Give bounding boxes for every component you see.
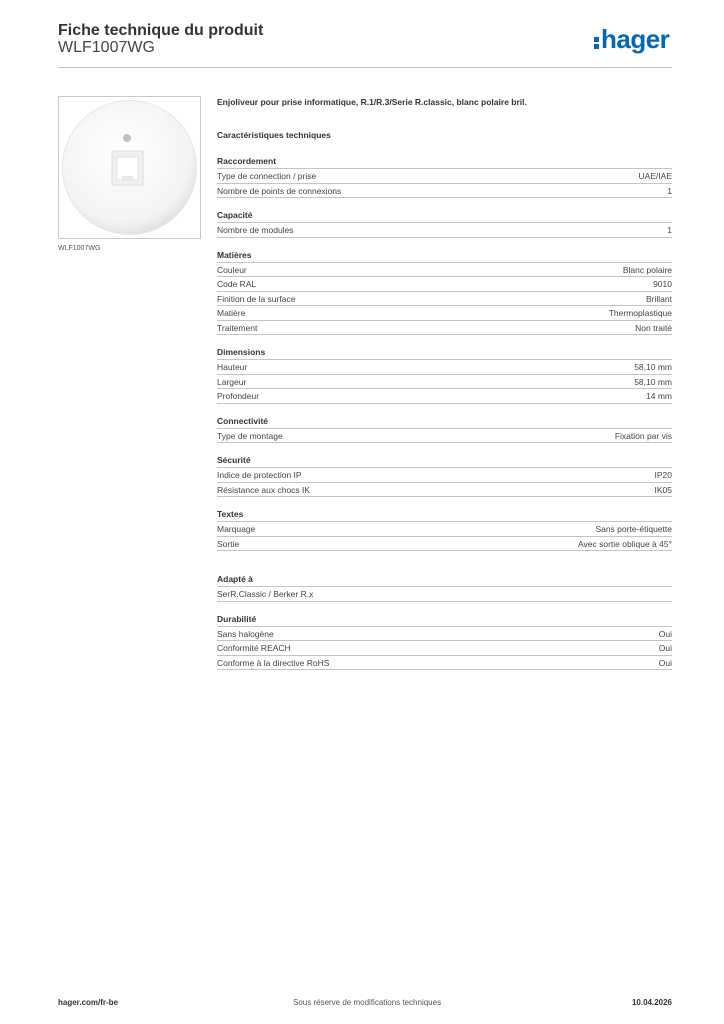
spec-row [217, 389, 672, 404]
section-title: Sécurité [217, 454, 672, 468]
spec-row [217, 627, 672, 642]
spec-value: Sans porte-étiquette [595, 524, 672, 534]
spec-row [217, 306, 672, 321]
spec-value: Fixation par vis [614, 430, 672, 441]
spec-value: 1 [667, 185, 672, 196]
section-title: Connectivité [217, 415, 672, 429]
spec-value: 58,10 mm [634, 376, 672, 387]
spec-value: Non traité [635, 322, 672, 333]
section-title: Capacité [217, 209, 672, 223]
spec-label: Conformité REACH [217, 643, 291, 653]
spec-label: Nombre de points de connexions [217, 185, 342, 196]
spec-row [217, 429, 672, 444]
spec-label: Finition de la surface [217, 293, 296, 304]
spec-row [217, 483, 672, 498]
spec-value: 14 mm [646, 391, 672, 401]
section-title: Adapté à [217, 573, 672, 587]
spec-label: Traitement [217, 322, 258, 333]
spec-row [217, 263, 672, 278]
section-title: Dimensions [217, 346, 672, 360]
spec-label: Nombre de modules [217, 225, 294, 235]
spec-label: Type de connection / prise [217, 171, 317, 181]
spec-section [217, 249, 672, 336]
spec-label: Profondeur [217, 391, 260, 401]
spec-value: 1 [667, 225, 672, 235]
spec-value: Oui [658, 657, 672, 668]
product-image-caption: WLF1007WG [58, 245, 101, 252]
spec-label: Largeur [217, 376, 247, 387]
spec-label: Résistance aux chocs IK [217, 484, 311, 495]
spec-label: Indice de protection IP [217, 470, 302, 480]
spec-label: Hauteur [217, 362, 248, 372]
section-title: Durabilité [217, 613, 672, 627]
spec-label: Marquage [217, 524, 256, 534]
spec-row [217, 656, 672, 671]
spec-value: Oui [658, 628, 672, 639]
spec-sections [217, 155, 672, 670]
spec-label: Type de montage [217, 430, 283, 441]
logo-dots-icon [594, 31, 600, 49]
spec-label: Conforme à la directive RoHS [217, 657, 330, 668]
spec-row [217, 641, 672, 656]
spec-value: Avec sortie oblique à 45° [578, 538, 672, 549]
spec-value: Oui [658, 643, 672, 653]
spec-label: Sortie [217, 538, 240, 549]
spec-row [217, 468, 672, 483]
spec-section [217, 613, 672, 671]
spec-value: UAE/IAE [638, 171, 672, 181]
spec-content [217, 96, 672, 670]
spec-row [217, 375, 672, 390]
section-title: Matières [217, 249, 672, 263]
spec-row [217, 522, 672, 537]
footer-date: 10.04.2026 [631, 998, 672, 1007]
hager-logo [594, 24, 669, 55]
product-description: Enjoliveur pour prise informatique, R.1/R.3/Serie R.classic, blanc polaire bril. [217, 97, 527, 107]
spec-row [217, 184, 672, 199]
spec-section [217, 573, 672, 602]
spec-value: Brillant [646, 293, 672, 304]
footer-website: hager.com/fr-be [58, 998, 119, 1007]
spec-section [217, 415, 672, 444]
spec-section [217, 508, 672, 551]
spec-row [217, 277, 672, 292]
spec-label: Code RAL [217, 279, 257, 289]
spec-row [217, 321, 672, 336]
spec-row [217, 587, 672, 602]
spec-section [217, 454, 672, 497]
product-image [58, 96, 201, 239]
spec-value: IP20 [654, 470, 672, 480]
spec-label: Matière [217, 308, 246, 318]
spec-label: SerR.Classic / Berker R.x [217, 589, 314, 599]
page-title: Fiche technique du produit [58, 22, 264, 39]
spec-row [217, 223, 672, 238]
spec-row [217, 360, 672, 375]
spec-label: Couleur [217, 264, 247, 275]
section-title: Raccordement [217, 155, 672, 169]
spec-value: IK05 [654, 484, 672, 495]
spec-row [217, 537, 672, 552]
spec-row [217, 169, 672, 184]
header-divider [58, 67, 672, 68]
footer-notice: Sous réserve de modifications techniques [293, 998, 442, 1007]
spec-section [217, 155, 672, 198]
spec-row [217, 292, 672, 307]
product-reference: WLF1007WG [58, 39, 155, 56]
spec-value: Thermoplastique [608, 308, 672, 318]
tech-heading: Caractéristiques techniques [217, 130, 331, 140]
spec-section [217, 346, 672, 404]
section-title: Textes [217, 508, 672, 522]
spec-label: Sans halogène [217, 628, 274, 639]
data-socket-cover-plate-icon [59, 97, 200, 238]
spec-value: 9010 [653, 279, 672, 289]
spec-value: 58,10 mm [634, 362, 672, 372]
spec-section [217, 209, 672, 238]
spec-value: Blanc polaire [622, 264, 672, 275]
logo-text: hager [601, 24, 670, 54]
